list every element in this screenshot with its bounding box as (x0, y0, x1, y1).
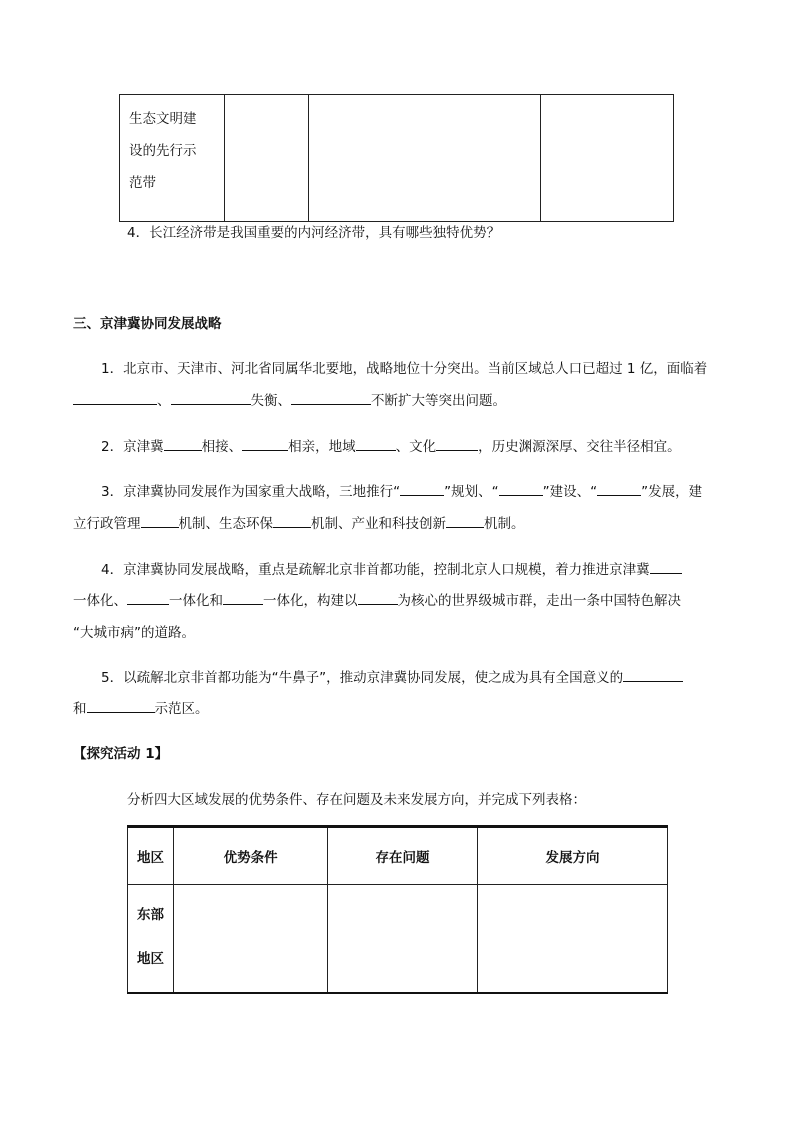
item-1-line-1 (101, 357, 794, 377)
item-2-text: 、文化 (395, 439, 437, 455)
item-3-text: 机制、生态环保 (178, 516, 273, 532)
fill-blank[interactable] (356, 436, 396, 451)
item-4-line-1 (101, 558, 794, 578)
item-2-text: 2．京津冀 (101, 439, 164, 455)
fill-blank[interactable] (597, 481, 641, 496)
fill-blank[interactable] (400, 481, 444, 496)
item-2 (101, 435, 794, 455)
row-label-line: 东部 (137, 907, 164, 923)
fill-blank[interactable] (73, 390, 157, 405)
table-cell-row-label (120, 95, 225, 222)
fill-blank[interactable] (499, 481, 543, 496)
item-3-text: ”发展，建 (641, 484, 703, 500)
item-4-text: 一体化和 (169, 593, 223, 609)
fill-blank[interactable] (358, 590, 398, 605)
item-4-text: 为核心的世界级城市群，走出一条中国特色解决 (397, 593, 681, 609)
row-label-line: 设的先行示 (129, 143, 197, 159)
fill-blank[interactable] (650, 559, 682, 574)
activity-title: 【探究活动 1】 (73, 746, 169, 762)
section-title: 三、京津冀协同发展战略 (73, 316, 222, 332)
fill-blank[interactable] (127, 590, 169, 605)
item-3-text: 机制、产业和科技创新 (311, 516, 446, 532)
fill-blank[interactable] (87, 698, 155, 713)
fill-blank[interactable] (223, 590, 263, 605)
item-4-line-2 (73, 589, 794, 609)
item-4-text: 4．京津冀协同发展战略，重点是疏解北京非首都功能，控制北京人口规模，着力推进京津冀 (101, 562, 650, 578)
item-1-line-2 (73, 389, 794, 409)
fill-blank[interactable] (436, 436, 478, 451)
table-cell-empty[interactable] (309, 95, 541, 222)
table-cell-empty[interactable] (224, 95, 309, 222)
activity-instruction: 分析四大区域发展的优势条件、存在问题及未来发展方向，并完成下列表格： (127, 792, 586, 808)
item-3-text: 机制。 (484, 516, 525, 532)
question-4: 4．长江经济带是我国重要的内河经济带，具有哪些独特优势？ (127, 225, 501, 241)
item-3-text: ”建设、“ (542, 484, 598, 500)
table-continuation (119, 94, 674, 222)
table-cell-empty[interactable] (174, 885, 328, 994)
item-3-text: 立行政管理 (73, 516, 141, 532)
fill-blank[interactable] (164, 436, 202, 451)
table-cell-empty[interactable] (541, 95, 674, 222)
row-label-line: 地区 (137, 951, 164, 967)
item-1-text: 、 (157, 393, 171, 409)
row-label-east (128, 885, 174, 994)
header-problems: 存在问题 (328, 827, 478, 885)
fill-blank[interactable] (273, 513, 311, 528)
fill-blank[interactable] (141, 513, 179, 528)
fill-blank[interactable] (623, 667, 683, 682)
item-4-text: 一体化，构建以 (263, 593, 358, 609)
item-1-text: 不断扩大等突出问题。 (371, 393, 506, 409)
table-row (120, 95, 674, 222)
item-5-text: 示范区。 (154, 701, 209, 717)
item-5-line-1 (101, 666, 794, 686)
item-1-text: 1．北京市、天津市、河北省同属华北要地，战略地位十分突出。当前区域总人口已超过 1 亿，面临着 (101, 361, 708, 377)
item-3-line-2 (73, 512, 794, 532)
item-1-text: 失衡、 (250, 393, 291, 409)
row-label-line: 生态文明建 (129, 111, 197, 127)
item-4-line-3: “大城市病”的道路。 (73, 625, 195, 641)
fill-blank[interactable] (291, 390, 371, 405)
item-3-text: 3．京津冀协同发展作为国家重大战略，三地推行“ (101, 484, 401, 500)
item-2-text: 相亲，地域 (288, 439, 356, 455)
item-4-text: 一体化、 (73, 593, 127, 609)
table-cell-empty[interactable] (477, 885, 667, 994)
table-row (128, 885, 668, 994)
item-2-text: ，历史渊源深厚、交往半径相宜。 (478, 439, 681, 455)
item-2-text: 相接、 (201, 439, 243, 455)
table-cell-empty[interactable] (328, 885, 478, 994)
header-advantages: 优势条件 (174, 827, 328, 885)
fill-blank[interactable] (171, 390, 251, 405)
item-5-text: 和 (73, 701, 87, 717)
header-region: 地区 (128, 827, 174, 885)
item-3-line-1 (101, 480, 794, 500)
item-5-line-2 (73, 697, 794, 717)
fill-blank[interactable] (446, 513, 484, 528)
fill-blank[interactable] (242, 436, 288, 451)
item-5-text: 5．以疏解北京非首都功能为“牛鼻子”，推动京津冀协同发展，使之成为具有全国意义的 (101, 670, 624, 686)
activity-table (127, 825, 668, 994)
table-header-row (128, 827, 668, 885)
row-label-line: 范带 (129, 175, 156, 191)
item-3-text: ”规划、“ (444, 484, 499, 500)
header-direction: 发展方向 (477, 827, 667, 885)
